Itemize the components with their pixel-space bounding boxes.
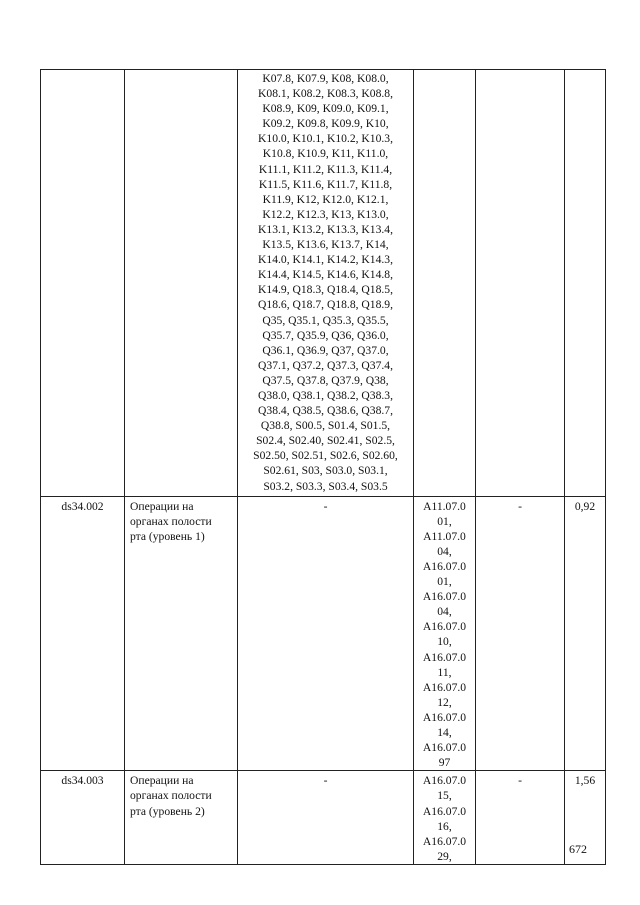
diagnosis-codes-line: K14.9, Q18.3, Q18.4, Q18.5, bbox=[258, 283, 393, 297]
name-line: органах полости bbox=[130, 789, 212, 803]
diagnosis-codes-line: Q38.4, Q38.5, Q38.6, Q38.7, bbox=[258, 404, 393, 418]
cell-coefficient bbox=[565, 70, 606, 497]
diagnosis-codes-line: K11.5, K11.6, K11.7, K11.8, bbox=[258, 177, 393, 191]
cell-name bbox=[125, 496, 238, 771]
cell-coefficient: 0,92 bbox=[565, 496, 606, 771]
cell-operations bbox=[414, 496, 476, 771]
cell-extra bbox=[476, 70, 565, 497]
diagnosis-codes-line: K14.4, K14.5, K14.6, K14.8, bbox=[258, 268, 393, 282]
diagnosis-codes-line: K10.8, K10.9, K11, K11.0, bbox=[262, 147, 389, 161]
operation-line: 14, bbox=[437, 726, 452, 740]
cell-code: ds34.002 bbox=[41, 496, 125, 771]
diagnosis-codes-line: S02.50, S02.51, S02.6, S02.60, bbox=[253, 449, 398, 463]
operation-line: 16, bbox=[437, 819, 452, 833]
cell-extra: - bbox=[476, 496, 565, 771]
diagnosis-codes-line: K11.9, K12, K12.0, K12.1, bbox=[262, 192, 389, 206]
table-row bbox=[41, 771, 606, 865]
operation-line: 97 bbox=[438, 756, 451, 770]
operation-line: 10, bbox=[437, 635, 452, 649]
operation-line: 15, bbox=[437, 789, 452, 803]
page-number: 672 bbox=[569, 842, 587, 856]
name-line: рта (уровень 1) bbox=[130, 529, 205, 543]
operation-line: A11.07.0 bbox=[423, 499, 466, 513]
cell-extra: - bbox=[476, 771, 565, 865]
diagnosis-codes-line: K08.1, K08.2, K08.3, K08.8, bbox=[258, 87, 393, 101]
diagnosis-codes-line: S02.61, S03, S03.0, S03.1, bbox=[263, 464, 388, 478]
cell-code bbox=[41, 70, 125, 497]
cell-code: ds34.003 bbox=[41, 771, 125, 865]
operation-line: A16.07.0 bbox=[422, 590, 467, 604]
name-line: органах полости bbox=[130, 514, 212, 528]
diagnosis-codes-line: S02.4, S02.40, S02.41, S02.5, bbox=[256, 434, 395, 448]
cell-diagnosis-codes: - bbox=[238, 771, 414, 865]
cell-diagnosis-codes: - bbox=[238, 496, 414, 771]
cell-coefficient: 1,56 bbox=[565, 771, 606, 865]
diagnosis-codes-line: Q38.8, S00.5, S01.4, S01.5, bbox=[260, 419, 391, 433]
diagnosis-codes-line: Q36.1, Q36.9, Q37, Q37.0, bbox=[262, 343, 389, 357]
cell-name bbox=[125, 771, 238, 865]
operation-line: A16.07.0 bbox=[422, 804, 467, 818]
tariff-table bbox=[40, 69, 606, 865]
cell-diagnosis-codes bbox=[238, 70, 414, 497]
operation-line: 04, bbox=[437, 544, 452, 558]
operation-line: A16.07.0 bbox=[422, 741, 467, 755]
operation-line: 04, bbox=[437, 605, 452, 619]
table-row-continuation bbox=[41, 70, 606, 497]
operation-line: A16.07.0 bbox=[422, 834, 467, 848]
name-line: рта (уровень 2) bbox=[130, 804, 205, 818]
diagnosis-codes-line: K07.8, K07.9, K08, K08.0, bbox=[262, 72, 389, 85]
operation-line: A16.07.0 bbox=[422, 650, 467, 664]
name-line: Операции на bbox=[130, 774, 194, 788]
diagnosis-codes-line: K13.1, K13.2, K13.3, K13.4, bbox=[258, 222, 393, 236]
operation-line: 01, bbox=[437, 514, 452, 528]
table-row bbox=[41, 496, 606, 771]
diagnosis-codes-line: Q38.0, Q38.1, Q38.2, Q38.3, bbox=[258, 388, 393, 402]
diagnosis-codes-line: K11.1, K11.2, K11.3, K11.4, bbox=[258, 162, 393, 176]
operation-line: 12, bbox=[437, 695, 452, 709]
diagnosis-codes-line: K09.2, K09.8, K09.9, K10, bbox=[262, 117, 389, 131]
operation-line: A16.07.0 bbox=[422, 620, 467, 634]
diagnosis-codes-line: Q35.7, Q35.9, Q36, Q36.0, bbox=[262, 328, 389, 342]
operation-line: A11.07.0 bbox=[423, 529, 466, 543]
diagnosis-codes-line: Q35, Q35.1, Q35.3, Q35.5, bbox=[262, 313, 389, 327]
diagnosis-codes-line: Q37.1, Q37.2, Q37.3, Q37.4, bbox=[258, 358, 393, 372]
operation-line: A16.07.0 bbox=[422, 560, 467, 573]
diagnosis-codes-line: Q37.5, Q37.8, Q37.9, Q38, bbox=[262, 373, 389, 387]
operation-line: 29, bbox=[437, 849, 452, 863]
operation-line: A16.07.0 bbox=[422, 710, 467, 724]
diagnosis-codes-line: K08.9, K09, K09.0, K09.1, bbox=[262, 102, 389, 116]
diagnosis-codes-line: Q18.6, Q18.7, Q18.8, Q18.9, bbox=[258, 298, 393, 312]
diagnosis-codes-line: K13.5, K13.6, K13.7, K14, bbox=[262, 238, 389, 252]
diagnosis-codes-line: K14.0, K14.1, K14.2, K14.3, bbox=[258, 253, 393, 267]
diagnosis-codes-line: K12.2, K12.3, K13, K13.0, bbox=[262, 207, 389, 221]
operation-line: A16.07.0 bbox=[422, 680, 467, 694]
operation-line: 01, bbox=[437, 575, 452, 589]
cell-name bbox=[125, 70, 238, 497]
operation-line: 11, bbox=[437, 665, 452, 679]
operation-line: A16.07.0 bbox=[422, 774, 467, 788]
name-line: Операции на bbox=[130, 499, 194, 513]
cell-operations bbox=[414, 70, 476, 497]
diagnosis-codes-line: K10.0, K10.1, K10.2, K10.3, bbox=[258, 132, 393, 146]
cell-operations bbox=[414, 771, 476, 865]
diagnosis-codes-line: S03.2, S03.3, S03.4, S03.5 bbox=[263, 479, 388, 493]
